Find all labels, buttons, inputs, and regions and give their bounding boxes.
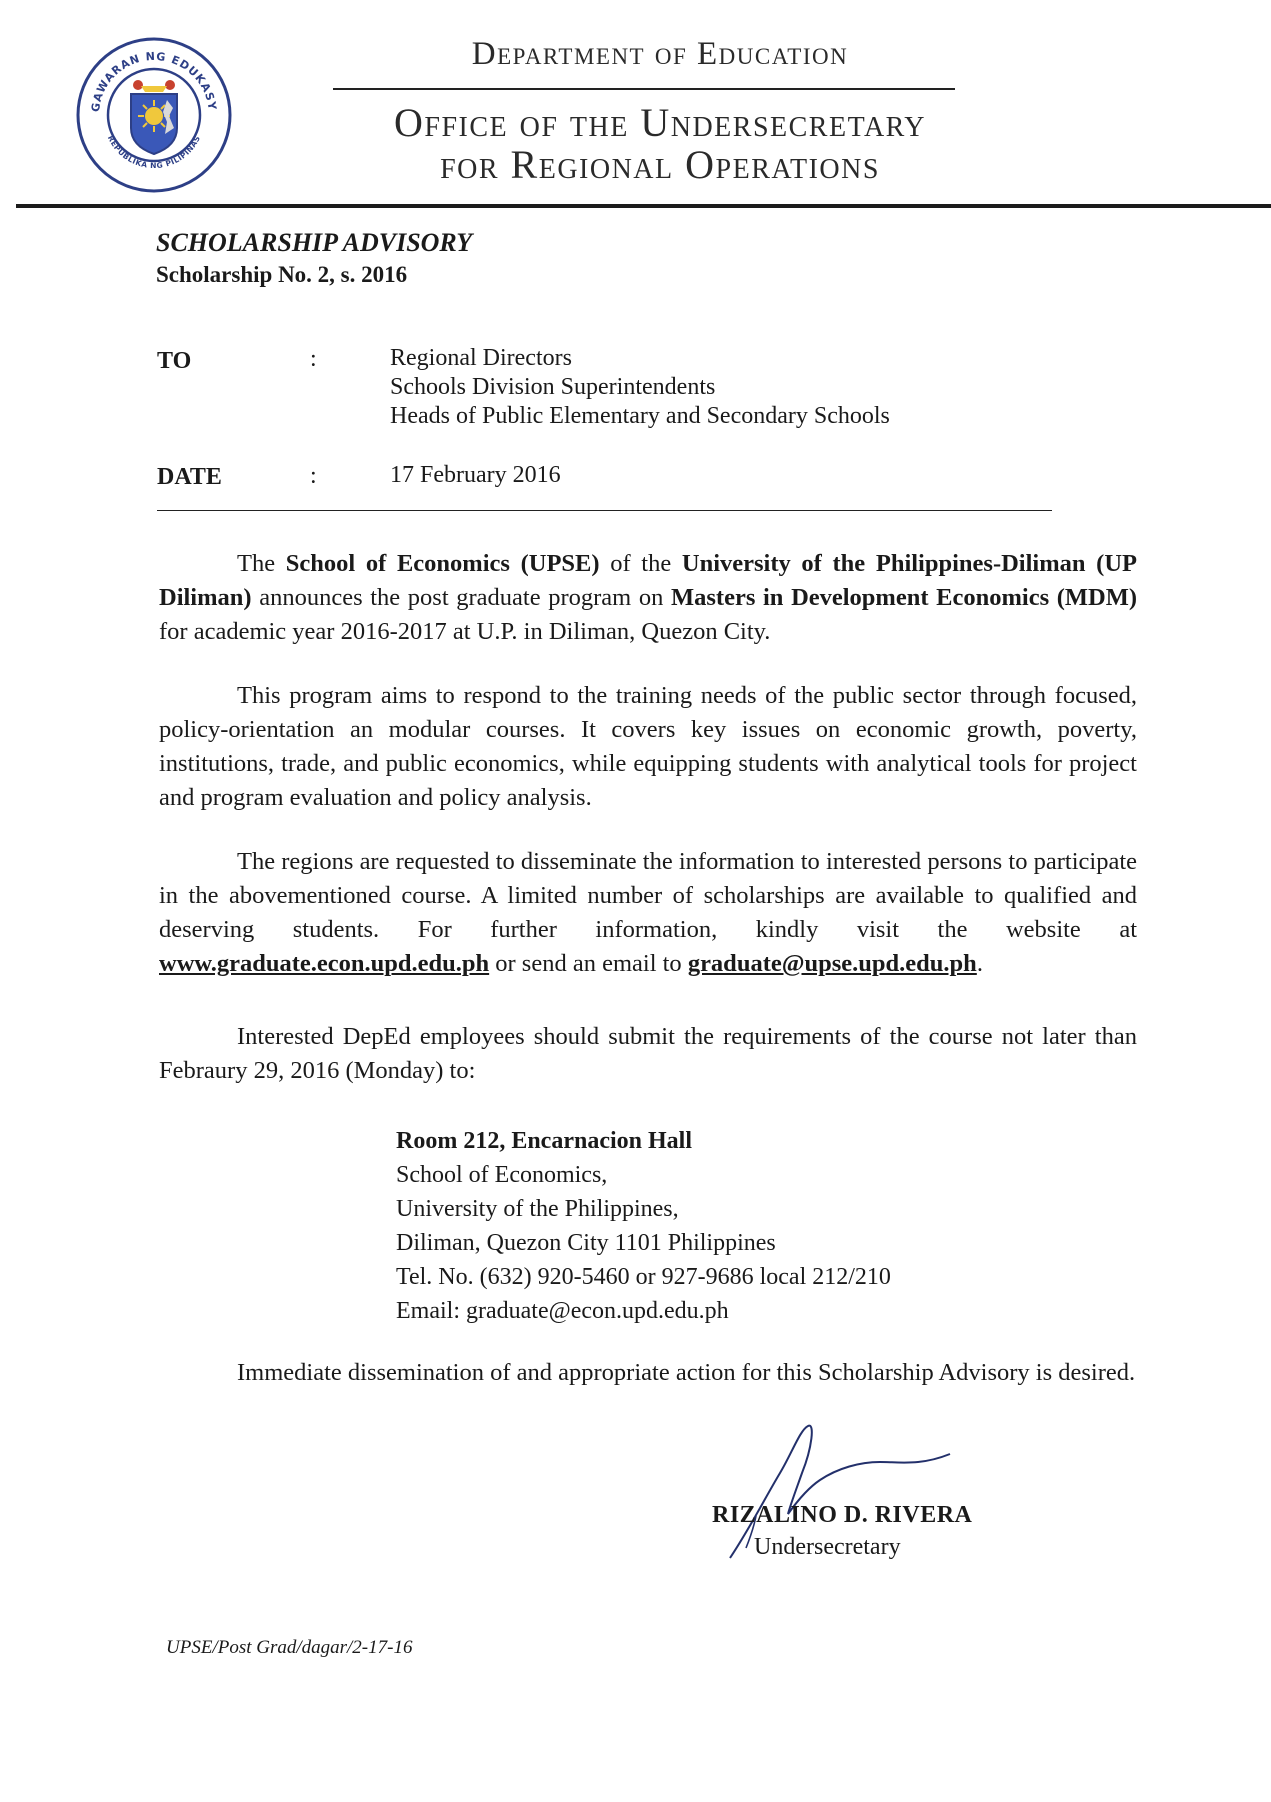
p1-text: The <box>237 550 286 577</box>
paragraph-5: Immediate dissemination of and appropriate action for this Scholarship Advisory is desired. <box>237 1359 1136 1386</box>
p3-text: or send an email to <box>489 950 688 977</box>
paragraph-2: This program aims to respond to the training needs of the public sector through focused, policy-orientation an modular courses. It covers key issues on economic growth, poverty, institutions, trade, and public economics, while equipping students with analytical tools for project and program evaluation and policy analysis. <box>159 682 1137 811</box>
recipient-item: Schools Division Superintendents <box>390 374 716 400</box>
recipient-item: Regional Directors <box>390 345 572 371</box>
deped-seal-icon <box>75 36 233 194</box>
school-name: School of Economics (UPSE) <box>285 550 600 577</box>
office-line-1: Office of the Undersecretary <box>393 100 927 145</box>
memo-date-value: 17 February 2016 <box>390 462 561 488</box>
submission-address <box>396 1124 891 1328</box>
university-name: University of the Philippines-Diliman (UP Diliman) <box>159 550 1137 611</box>
memo-to-colon: : <box>310 346 317 372</box>
p1-text: announces the post graduate program on <box>251 584 672 611</box>
p3-text: The regions are requested to disseminate the information to interested persons to participate in the abovementioned course. A limited number of scholarships are available to qualified and deserving students. For further information, kindly visit the website at <box>159 848 1137 943</box>
website-link[interactable]: www.graduate.econ.upd.edu.ph <box>159 950 490 977</box>
address-line: Tel. No. (632) 920-5460 or 927-9686 local 212/210 <box>396 1264 891 1290</box>
advisory-number: Scholarship No. 2, s. 2016 <box>156 262 408 287</box>
email-link[interactable]: graduate@upse.upd.edu.ph <box>687 950 977 977</box>
seal-ring-bottom: REPUBLIKA NG PILIPINAS <box>105 134 203 171</box>
memo-recipients <box>390 344 890 431</box>
reference-code: UPSE/Post Grad/dagar/2-17-16 <box>166 1637 413 1658</box>
signatory-title: Undersecretary <box>754 1534 901 1560</box>
paragraph-4: Interested DepEd employees should submit the requirements of the course not later than Febraury 29, 2016 (Monday) to: <box>159 1023 1137 1084</box>
memo-date-colon: : <box>310 463 317 489</box>
memo-date-label: DATE <box>157 464 222 490</box>
deped-seal <box>75 36 233 194</box>
p3-text: . <box>976 950 983 977</box>
seal-ring-top: GAWARAN NG EDUKASY <box>88 49 219 113</box>
signatory-name: RIZALINO D. RIVERA <box>712 1502 973 1528</box>
recipient-item: Heads of Public Elementary and Secondary Schools <box>390 403 890 429</box>
program-name: Masters in Development Economics (MDM) <box>671 584 1137 611</box>
office-line-2: for Regional Operations <box>440 142 880 187</box>
address-line: Diliman, Quezon City 1101 Philippines <box>396 1230 776 1256</box>
department-name: Department of Education <box>471 36 849 72</box>
address-line: Room 212, Encarnacion Hall <box>396 1128 693 1154</box>
memo-to-label: TO <box>157 348 192 374</box>
address-line: School of Economics, <box>396 1162 608 1188</box>
p1-text: for academic year 2016-2017 at U.P. in Diliman, Quezon City. <box>159 618 771 645</box>
memo-divider <box>157 510 1052 511</box>
paragraph-3 <box>159 845 1137 981</box>
advisory-title: SCHOLARSHIP ADVISORY <box>156 228 473 257</box>
paragraph-1 <box>159 547 1137 649</box>
office-name <box>300 102 1020 186</box>
address-line: University of the Philippines, <box>396 1196 679 1222</box>
department-underline <box>333 88 955 90</box>
address-line: Email: graduate@econ.upd.edu.ph <box>396 1298 729 1324</box>
header-divider <box>16 204 1271 208</box>
p1-text: of the <box>599 550 682 577</box>
